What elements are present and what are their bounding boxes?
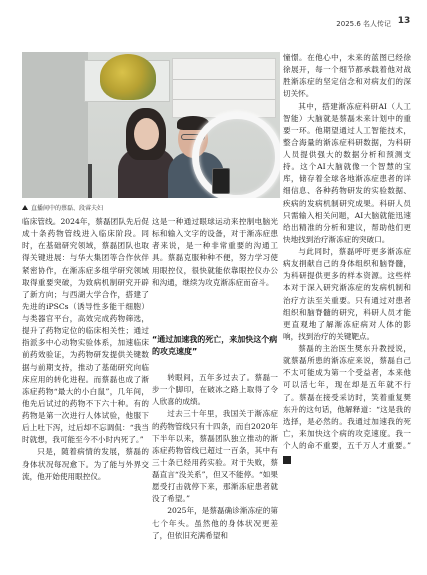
plant-decoration (100, 54, 156, 100)
paragraph: 2025年，是蔡磊确诊渐冻症的第七个年头。虽然他的身体状况更差了，但依旧充满希望和 (152, 506, 278, 540)
column-3 (283, 52, 411, 561)
section-subheading: “通过加速我的死亡，来加快这个病的攻克速度” (152, 335, 278, 356)
livestream-photo (22, 52, 280, 198)
page-number: 13 (393, 16, 415, 27)
paragraph (283, 343, 411, 464)
paragraph: 憧憬。在他心中，未来的蓝图已经徐徐展开，每一个细节都承载着他对战胜渐冻症的坚定信念和对病友们的深切关怀。 (283, 53, 411, 99)
woman-figure (134, 118, 159, 150)
paragraph: 这是一种通过眼球运动来控制电脑光标和输入文字的设备，对于渐冻症患者来说，是一种非常重要的沟通工具。蔡磊克服种种不便，努力学习使用眼控仪，很快就能依靠眼控仪办公和沟通，继续为攻克渐冻症而奋斗。 (152, 217, 278, 287)
paragraph: 与此同时，蔡磊呼吁更多渐冻症病友捐献自己的身体组织和脑脊髓，为科研提供更多的样本资源。这些样本对于深入研究渐冻症的发病机制和治疗方法至关重要。只有通过对患者组织和脑脊髓的研究，科研人员才能更直观地了解渐冻症病对人体的影响，找到治疗的关键靶点。 (283, 247, 411, 341)
caption-text: 直播间中的蔡磊、段睿夫妇 (31, 205, 104, 212)
paragraph: 其中，搭建渐冻症科研AI（人工智能）大脑就是蔡磊未来计划中的重要一环。他期望通过人工智能技术，整合海量的渐冻症科研数据，为科研人员提供强大的数据分析和预测支持。这个AI大脑就像一个智慧的宝库，储存着全球各地渐冻症患者的详细信息、各种药物研发的实验数据、疾病的发病机制研究成果。科研人员只需输入相关问题，AI大脑就能迅速给出精准的分析和建议，帮助他们更快地找到治疗渐冻症的突破口。 (283, 101, 411, 244)
column-1 (22, 216, 149, 561)
column-2 (152, 216, 278, 330)
photo-caption (22, 203, 103, 212)
ring-light (192, 112, 280, 198)
page-header (0, 0, 427, 30)
paragraph: 过去三十年里，我国关于渐冻症的药物管线只有十四条，而自2020年下半年以来，蔡磊团队独立推动的渐冻症药物管线已超过一百条，其中有三十条已经用药实验。对于失败，蔡磊直言“没关系”，但又不能停。“如果愿受打击就停下来，那渐冻症患者就没了希望。” (152, 409, 278, 504)
paragraph: 转眼间，五年多过去了。蔡磊一步一个脚印，在破冰之路上取得了令人欣喜的成绩。 (152, 373, 278, 407)
caption-triangle-icon (22, 205, 28, 210)
column-2-continued (152, 372, 278, 562)
paragraph-text: 蔡磊的主治医生樊东升教授说，就蔡磊所患的渐冻症来说，蔡磊自己不太可能成为第一个受益者，本来他可以活七年，现在却是五年就不行了。蔡磊在接受采访时，笑着重复樊东升的这句话，他解释道：“这是我的选择，是必然的。我通过加速我的死亡，来加快这个病的攻克速度。我一个人的命不重要，五千万人才重要。” (283, 344, 411, 450)
issue-label: 2025.6 名人传记 (336, 20, 391, 28)
cabinet (172, 58, 276, 118)
phone-on-stand (212, 168, 230, 194)
paragraph: 临床管线。2024年，蔡磊团队先后促成十条药物管线进入临床阶段。同时，在基础研究领域，蔡磊团队也取得关键进展：与华大集团等合作伙伴紧密协作，在渐冻症多组学研究领域取得重要突破，为致病机制研究开辟了新方向；与西湖大学合作，搭建了先进的iPSCs（诱导性多能干细胞）与类器官平台，高效完成药物筛选，提升了药物定位的临床相关性；通过指派多中心动物实验体系，加速临床前药效验证，为药物研发提供关键数据与前期支持，推动了基础研究向临床应用的转化进程。而蔡磊也成了渐冻症药物“最大的小白鼠”，几年间，他先后试过的药物不下六十种。有的药物是第一次进行人体试验，他服下后上吐下泻，过后却不忘调侃：“我当时就想，我可能至今不小时内死了。” (22, 217, 149, 445)
microphone-stand (88, 164, 92, 198)
end-mark-icon: ▣ (283, 456, 291, 464)
paragraph: 只是，随着病情的发展，蔡磊的身体状况每况愈下。为了能与外界交流，他开始使用眼控仪。 (22, 447, 149, 481)
